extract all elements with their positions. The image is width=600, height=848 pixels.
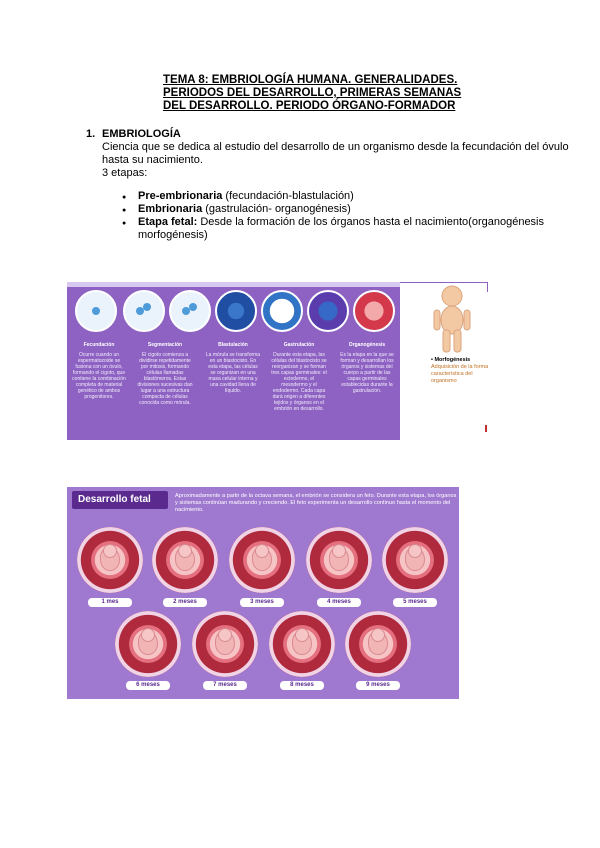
month-8-label: 8 meses <box>280 681 324 690</box>
month-3-illustration <box>229 527 295 593</box>
title-line-1: TEMA 8: EMBRIOLOGÍA HUMANA. GENERALIDADES. <box>163 74 458 86</box>
stage-detail: (fecundación-blastulación) <box>222 190 354 202</box>
list-item <box>122 216 582 242</box>
fetus-figure <box>175 547 195 571</box>
month-7-label: 7 meses <box>203 681 247 690</box>
stage-detail: (gastrulación- organogénesis) <box>202 203 351 215</box>
month-9-illustration <box>345 611 411 677</box>
title-line-3: DEL DESARROLLO. PERIODO ÓRGANO-FORMADOR <box>163 100 456 112</box>
fetus-figure <box>405 547 425 571</box>
morphogenesis-note <box>431 357 491 385</box>
gastrula-illustration <box>307 290 349 332</box>
section-embriologia <box>86 128 586 180</box>
month-8-illustration <box>269 611 335 677</box>
fetus-figure <box>368 631 388 655</box>
month-2-label: 2 meses <box>163 598 207 607</box>
fetal-intro-text: Aproximadamente a partir de la octava semana, el embrión se considera un feto. Durante esta etapa, los órganos y sistemas continúan madurando y creciendo. El feto experimenta un desarrollo continuo hasta el momento del nacimiento. <box>175 493 457 513</box>
morphogenesis-heading: • Morfogénesis <box>431 357 471 363</box>
fetus-figure <box>138 631 158 655</box>
column-title-segmentacion: Segmentación <box>147 342 183 348</box>
month-2-illustration <box>152 527 218 593</box>
stage-name: Pre-embrionaria <box>138 190 223 202</box>
section-number: 1. <box>86 128 96 140</box>
fetal-banner: Desarrollo fetal <box>72 491 168 509</box>
list-item <box>122 203 582 216</box>
ovum-illustration <box>75 290 117 332</box>
fetal-development-infographic <box>67 487 459 699</box>
column-text-blastulacion: La mórula se transforma en un blastocisto. En esta etapa, las células se organizan en una masa celular interna y una cavidad llena de líquido. <box>205 352 261 394</box>
month-4-label: 4 meses <box>317 598 361 607</box>
stages-list <box>122 190 582 242</box>
stages-intro: 3 etapas: <box>102 167 148 179</box>
month-5-label: 5 meses <box>393 598 437 607</box>
section-heading-text: EMBRIOLOGÍA <box>102 128 181 140</box>
column-title-blastulacion: Blastulación <box>218 342 248 348</box>
morphogenesis-text: Adquisición de la forma característica del organismo <box>431 364 489 384</box>
two-cell-illustration <box>169 290 211 332</box>
zygote-illustration <box>123 290 165 332</box>
stage-name: Etapa fetal: <box>138 216 198 228</box>
month-6-label: 6 meses <box>126 681 170 690</box>
early-development-infographic <box>67 282 400 440</box>
month-5-illustration <box>382 527 448 593</box>
month-1-label: 1 mes <box>88 598 132 607</box>
section-heading <box>86 128 586 141</box>
column-title-organogenesis: Organogénesis <box>348 342 386 348</box>
column-text-segmentacion: El cigoto comienza a dividirse repetidamente por mitosis, formando células llamadas blastómeros. Estas divisiones sucesivas dan lugar a una estructura compacta de células conocida como mórula. <box>137 352 193 406</box>
month-4-illustration <box>306 527 372 593</box>
month-7-illustration <box>192 611 258 677</box>
month-1-illustration <box>77 527 143 593</box>
column-text-organogenesis: Es la etapa en la que se forman y desarrollan los órganos y sistemas del cuerpo a partir de las capas germinales establecidas durante la gastrulación. <box>340 352 394 394</box>
infographic-top-bar <box>67 282 400 287</box>
section-definition: Ciencia que se dedica al estudio del desarrollo de un organismo desde la fecundación del óvulo hasta su nacimiento. <box>102 141 569 166</box>
column-text-fecundacion: Ocurre cuando un espermatozoide se fusiona con un óvulo, formando el cigoto, que contiene la combinación completa de material genético de ambos progenitores. <box>72 352 126 400</box>
baby-illustration <box>428 284 476 354</box>
stage-name: Embrionaria <box>138 203 203 215</box>
stage-detail: Desde la formación de los órganos hasta el nacimiento(organogénesis morfogénesis) <box>138 216 545 241</box>
fetus-figure <box>215 631 235 655</box>
red-mark <box>485 425 487 432</box>
embryo-illustration <box>353 290 395 332</box>
blastocyst-illustration <box>261 290 303 332</box>
morula-illustration <box>215 290 257 332</box>
month-3-label: 3 meses <box>240 598 284 607</box>
list-item <box>122 190 582 203</box>
document-title <box>163 74 483 113</box>
column-text-gastrulacion: Durante esta etapa, las células del blastocisto se reorganizan y se forman tres capas germinales: el ectodermo, el mesodermo y el endodermo. Cada capa dará origen a diferentes tejidos y órganos en el embrión en desarrollo. <box>271 352 327 412</box>
fetus-figure <box>292 631 312 655</box>
fetus-figure <box>100 547 120 571</box>
fetus-figure <box>252 547 272 571</box>
fetus-figure <box>329 547 349 571</box>
column-title-gastrulacion: Gastrulación <box>283 342 315 348</box>
column-title-fecundacion: Fecundación <box>83 342 115 348</box>
title-line-2: PERIODOS DEL DESARROLLO, PRIMERAS SEMANAS <box>163 87 462 99</box>
month-6-illustration <box>115 611 181 677</box>
month-9-label: 9 meses <box>356 681 400 690</box>
